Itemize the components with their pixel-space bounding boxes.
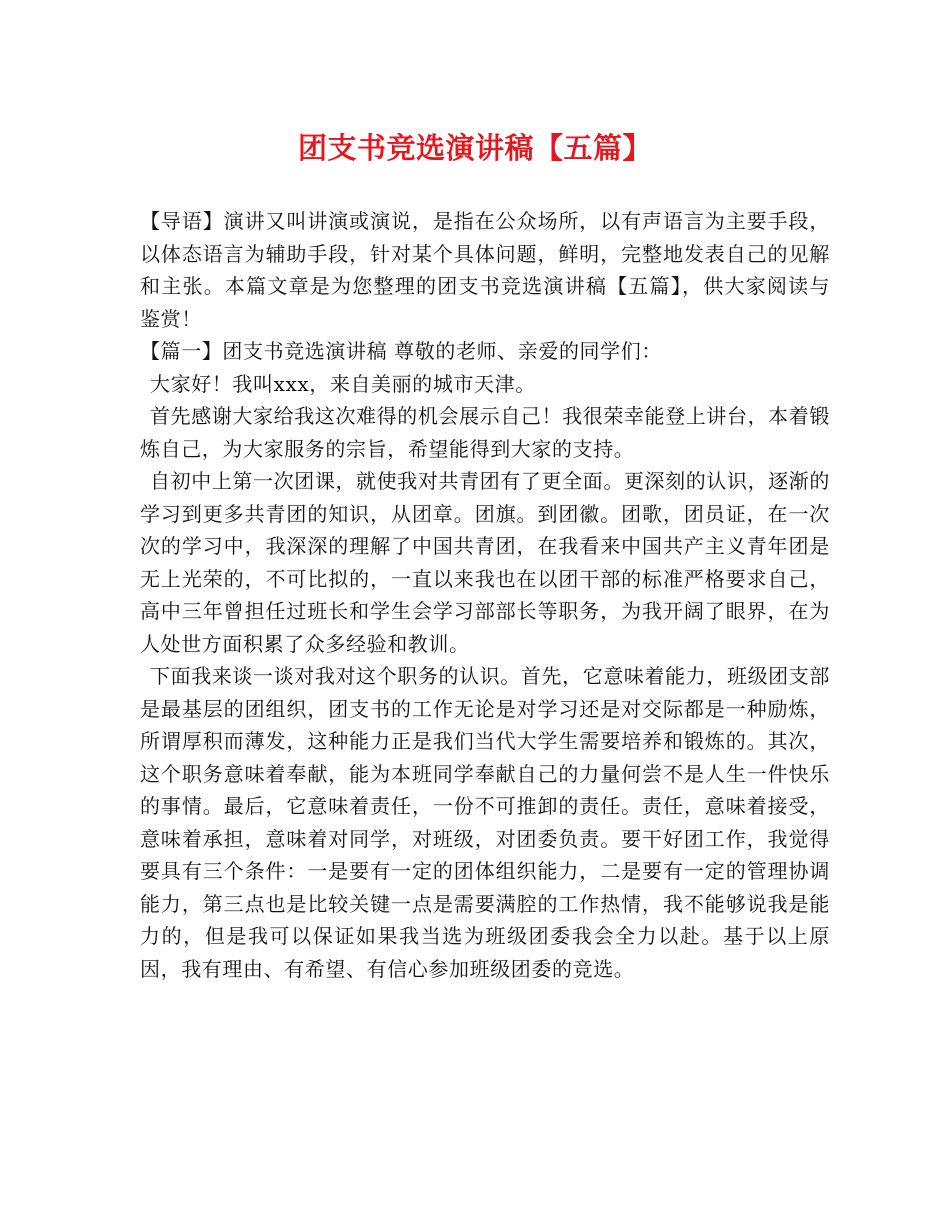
paragraph-greeting: 大家好！我叫xxx，来自美丽的城市天津。 [150, 371, 536, 396]
paragraph-intro: 【导语】演讲又叫讲演或演说，是指在公众场所，以有声语言为主要手段，以体态语言为辅助手段，针对某个具体问题，鲜明，完整地发表自己的见解和主张。本篇文章是为您整理的团支书竞选演讲稿【五篇】，供大家阅读与鉴赏！ [140, 209, 830, 331]
paragraph-experience: 自初中上第一次团课，就使我对共青团有了更全面。更深刻的认识，逐渐的学习到更多共青团的知识，从团章。团旗。到团徽。团歌，团员证，在一次次的学习中，我深深的理解了中国共青团，在我看来中国共产主义青年团是无上光荣的，不可比拟的，一直以来我也在以团干部的标准严格要求自己，高中三年曾担任过班长和学生会学习部部长等职务，为我开阔了眼界，在为人处世方面积累了众多经验和教训。 [140, 469, 830, 656]
document-body [140, 205, 830, 985]
paragraph-part-one-heading: 【篇一】团支书竞选演讲稿 尊敬的老师、亲爱的同学们： [140, 339, 662, 363]
document-title: 团支书竞选演讲稿【五篇】 [297, 131, 652, 165]
paragraph-thanks: 首先感谢大家给我这次难得的机会展示自己！我很荣幸能登上讲台，本着锻炼自己，为大家服务的宗旨，希望能得到大家的支持。 [140, 404, 830, 461]
paragraph-role-understanding: 下面我来谈一谈对我对这个职务的认识。首先，它意味着能力，班级团支部是最基层的团组织，团支书的工作无论是对学习还是对交际都是一种励炼，所谓厚积而薄发，这种能力正是我们当代大学生需要培养和锻炼的。其次，这个职务意味着奉献，能为本班同学奉献自己的力量何尝不是人生一件快乐的事情。最后，它意味着责任，一份不可推卸的责任。责任，意味着接受，意味着承担，意味着对同学，对班级，对团委负责。要干好团工作，我觉得要具有三个条件：一是要有一定的团体组织能力，二是要有一定的管理协调能力，第三点也是比较关键一点是需要满腔的工作热情，我不能够说我是能力的，但是我可以保证如果我当选为班级团委我会全力以赴。基于以上原因，我有理由、有希望、有信心参加班级团委的竞选。 [140, 664, 830, 981]
